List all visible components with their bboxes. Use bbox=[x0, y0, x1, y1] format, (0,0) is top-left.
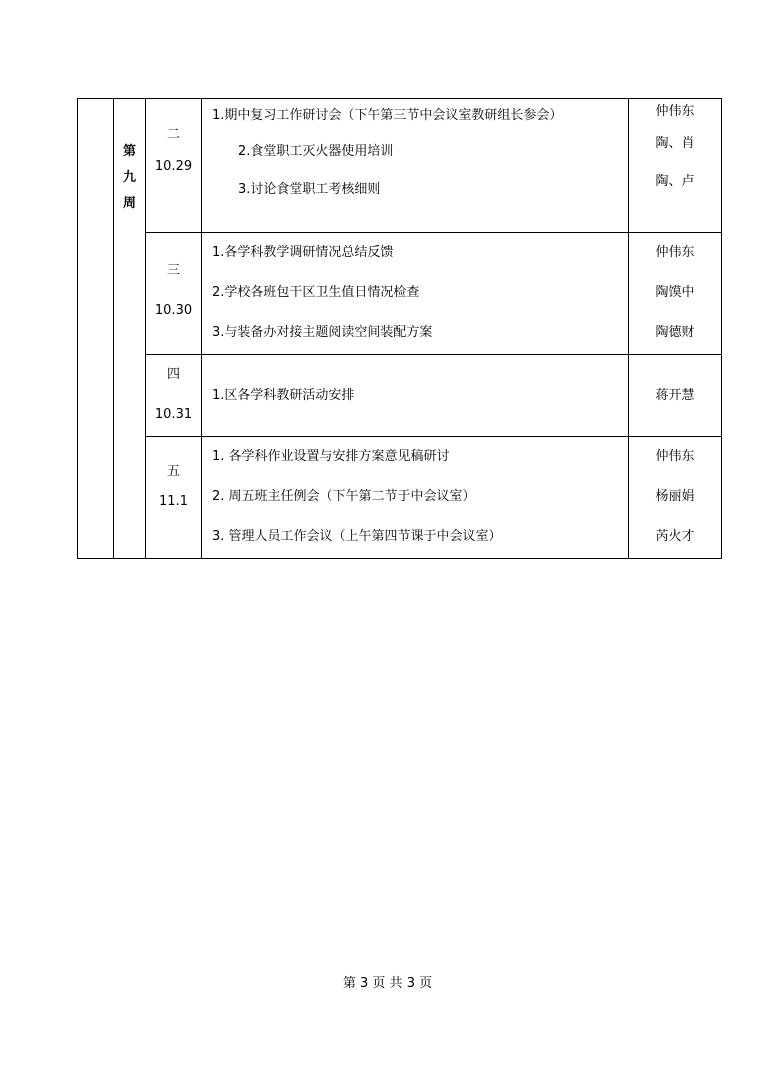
week-label-char: 九 bbox=[122, 170, 136, 185]
task-item: 1.区各学科教研活动安排 bbox=[212, 387, 355, 403]
task-item: 3. 管理人员工作会议（上午第四节课于中会议室） bbox=[212, 529, 502, 544]
week-label-char: 第 bbox=[122, 144, 136, 159]
person-name: 陶馍中 bbox=[655, 285, 695, 300]
task-cell bbox=[202, 437, 629, 559]
person-cell bbox=[629, 437, 722, 559]
day-row-thursday bbox=[78, 355, 722, 437]
person-name: 陶、卢 bbox=[655, 174, 695, 189]
task-item: 1.各学科教学调研情况总结反馈 bbox=[212, 245, 394, 260]
person-cell bbox=[629, 99, 722, 233]
weekday: 四 bbox=[166, 367, 180, 382]
day-cell bbox=[146, 99, 202, 233]
task-item: 2. 周五班主任例会（下午第二节于中会议室） bbox=[212, 489, 476, 504]
task-item: 3.讨论食堂职工考核细则 bbox=[238, 182, 381, 197]
task-cell bbox=[202, 233, 629, 355]
task-item: 1.期中复习工作研讨会（下午第三节中会议室教研组长参会） bbox=[212, 108, 563, 123]
person-name: 蒋开慧 bbox=[655, 387, 695, 403]
date: 11.1 bbox=[159, 494, 188, 509]
week-label-char: 周 bbox=[122, 196, 136, 211]
blank-cell bbox=[78, 99, 114, 559]
person-name: 仲伟东 bbox=[655, 104, 695, 119]
weekday: 五 bbox=[166, 464, 180, 479]
person-name: 芮火才 bbox=[655, 529, 695, 544]
task-item: 2.学校各班包干区卫生值日情况检查 bbox=[212, 285, 420, 300]
task-cell bbox=[202, 99, 629, 233]
weekday: 二 bbox=[166, 127, 180, 142]
date: 10.29 bbox=[154, 159, 193, 174]
person-name: 仲伟东 bbox=[655, 449, 695, 464]
day-row-tuesday bbox=[78, 99, 722, 233]
person-cell bbox=[629, 233, 722, 355]
date: 10.30 bbox=[154, 303, 193, 318]
day-row-friday bbox=[78, 437, 722, 559]
page-footer: 第 3 页 共 3 页 bbox=[342, 976, 433, 991]
person-cell bbox=[629, 355, 722, 437]
day-cell bbox=[146, 233, 202, 355]
week-label-cell bbox=[114, 99, 146, 559]
person-name: 杨丽娟 bbox=[655, 489, 695, 504]
weekday: 三 bbox=[166, 263, 180, 278]
task-item: 3.与装备办对接主题阅读空间装配方案 bbox=[212, 325, 433, 340]
task-item: 1. 各学科作业设置与安排方案意见稿研讨 bbox=[212, 449, 450, 464]
date: 10.31 bbox=[154, 407, 193, 422]
schedule-table bbox=[77, 98, 722, 559]
task-cell bbox=[202, 355, 629, 437]
person-name: 仲伟东 bbox=[655, 245, 695, 260]
day-cell bbox=[146, 437, 202, 559]
day-cell bbox=[146, 355, 202, 437]
person-name: 陶德财 bbox=[655, 325, 695, 340]
person-name: 陶、肖 bbox=[655, 136, 695, 151]
day-row-wednesday bbox=[78, 233, 722, 355]
task-item: 2.食堂职工灭火器使用培训 bbox=[238, 144, 394, 159]
